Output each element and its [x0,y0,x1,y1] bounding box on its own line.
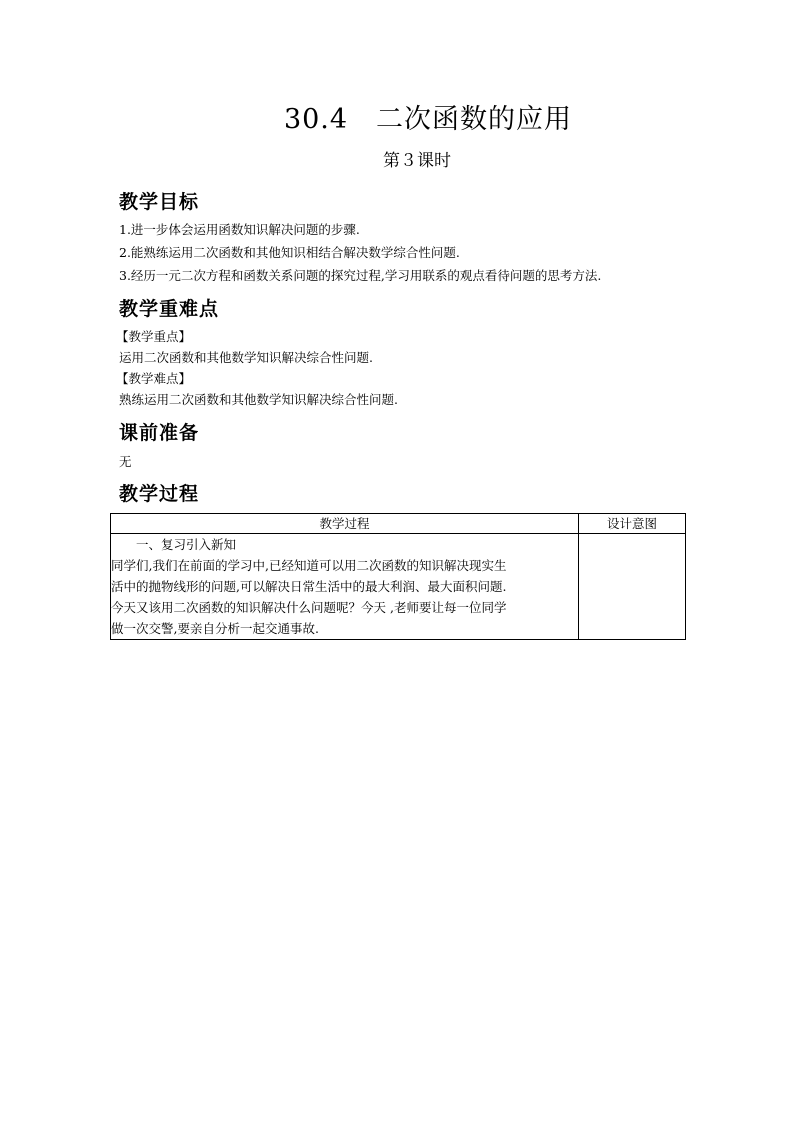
objective-item-1: 1.进一步体会运用函数知识解决问题的步骤. [119,222,360,237]
process-column-header: 教学过程 [111,514,579,534]
objective-item-3: 3.经历一元二次方程和函数关系问题的探究过程,学习用联系的观点看待问题的思考方法. [119,268,602,283]
process-heading: 教学过程 [119,483,200,505]
focus-text: 运用二次函数和其他数学知识解决综合性问题. [119,350,373,365]
process-text-line: 今天又该用二次函数的知识解决什么问题呢？今天 ,老师要让每一位同学 [111,600,507,615]
key-points-heading: 教学重难点 [119,298,220,320]
difficulty-text: 熟练运用二次函数和其他数学知识解决综合性问题. [119,392,398,407]
objective-item-2: 2.能熟练运用二次函数和其他知识相结合解决数学综合性问题. [119,245,460,260]
objectives-heading: 教学目标 [119,191,200,213]
difficulty-label: 【教学难点】 [116,371,192,386]
process-text-line: 活中的抛物线形的问题,可以解决日常生活中的最大利润、最大面积问题. [111,579,507,594]
intent-cell [579,534,686,640]
page-title: 30.4 二次函数的应用 [283,104,573,135]
preparation-text: 无 [119,454,132,469]
process-text-line: 做一次交警,要亲自分析一起交通事故. [111,621,319,636]
process-cell [111,534,579,640]
focus-label: 【教学重点】 [116,329,192,344]
preparation-heading: 课前准备 [119,422,200,444]
step-heading: 一、复习引入新知 [136,537,237,552]
table-header-row [111,514,686,534]
process-table [110,513,686,640]
intent-column-header: 设计意图 [579,514,686,534]
lesson-subtitle: 第３课时 [383,151,451,171]
table-row [111,534,686,640]
process-text-line: 同学们,我们在前面的学习中,已经知道可以用二次函数的知识解决现实生 [111,558,507,573]
